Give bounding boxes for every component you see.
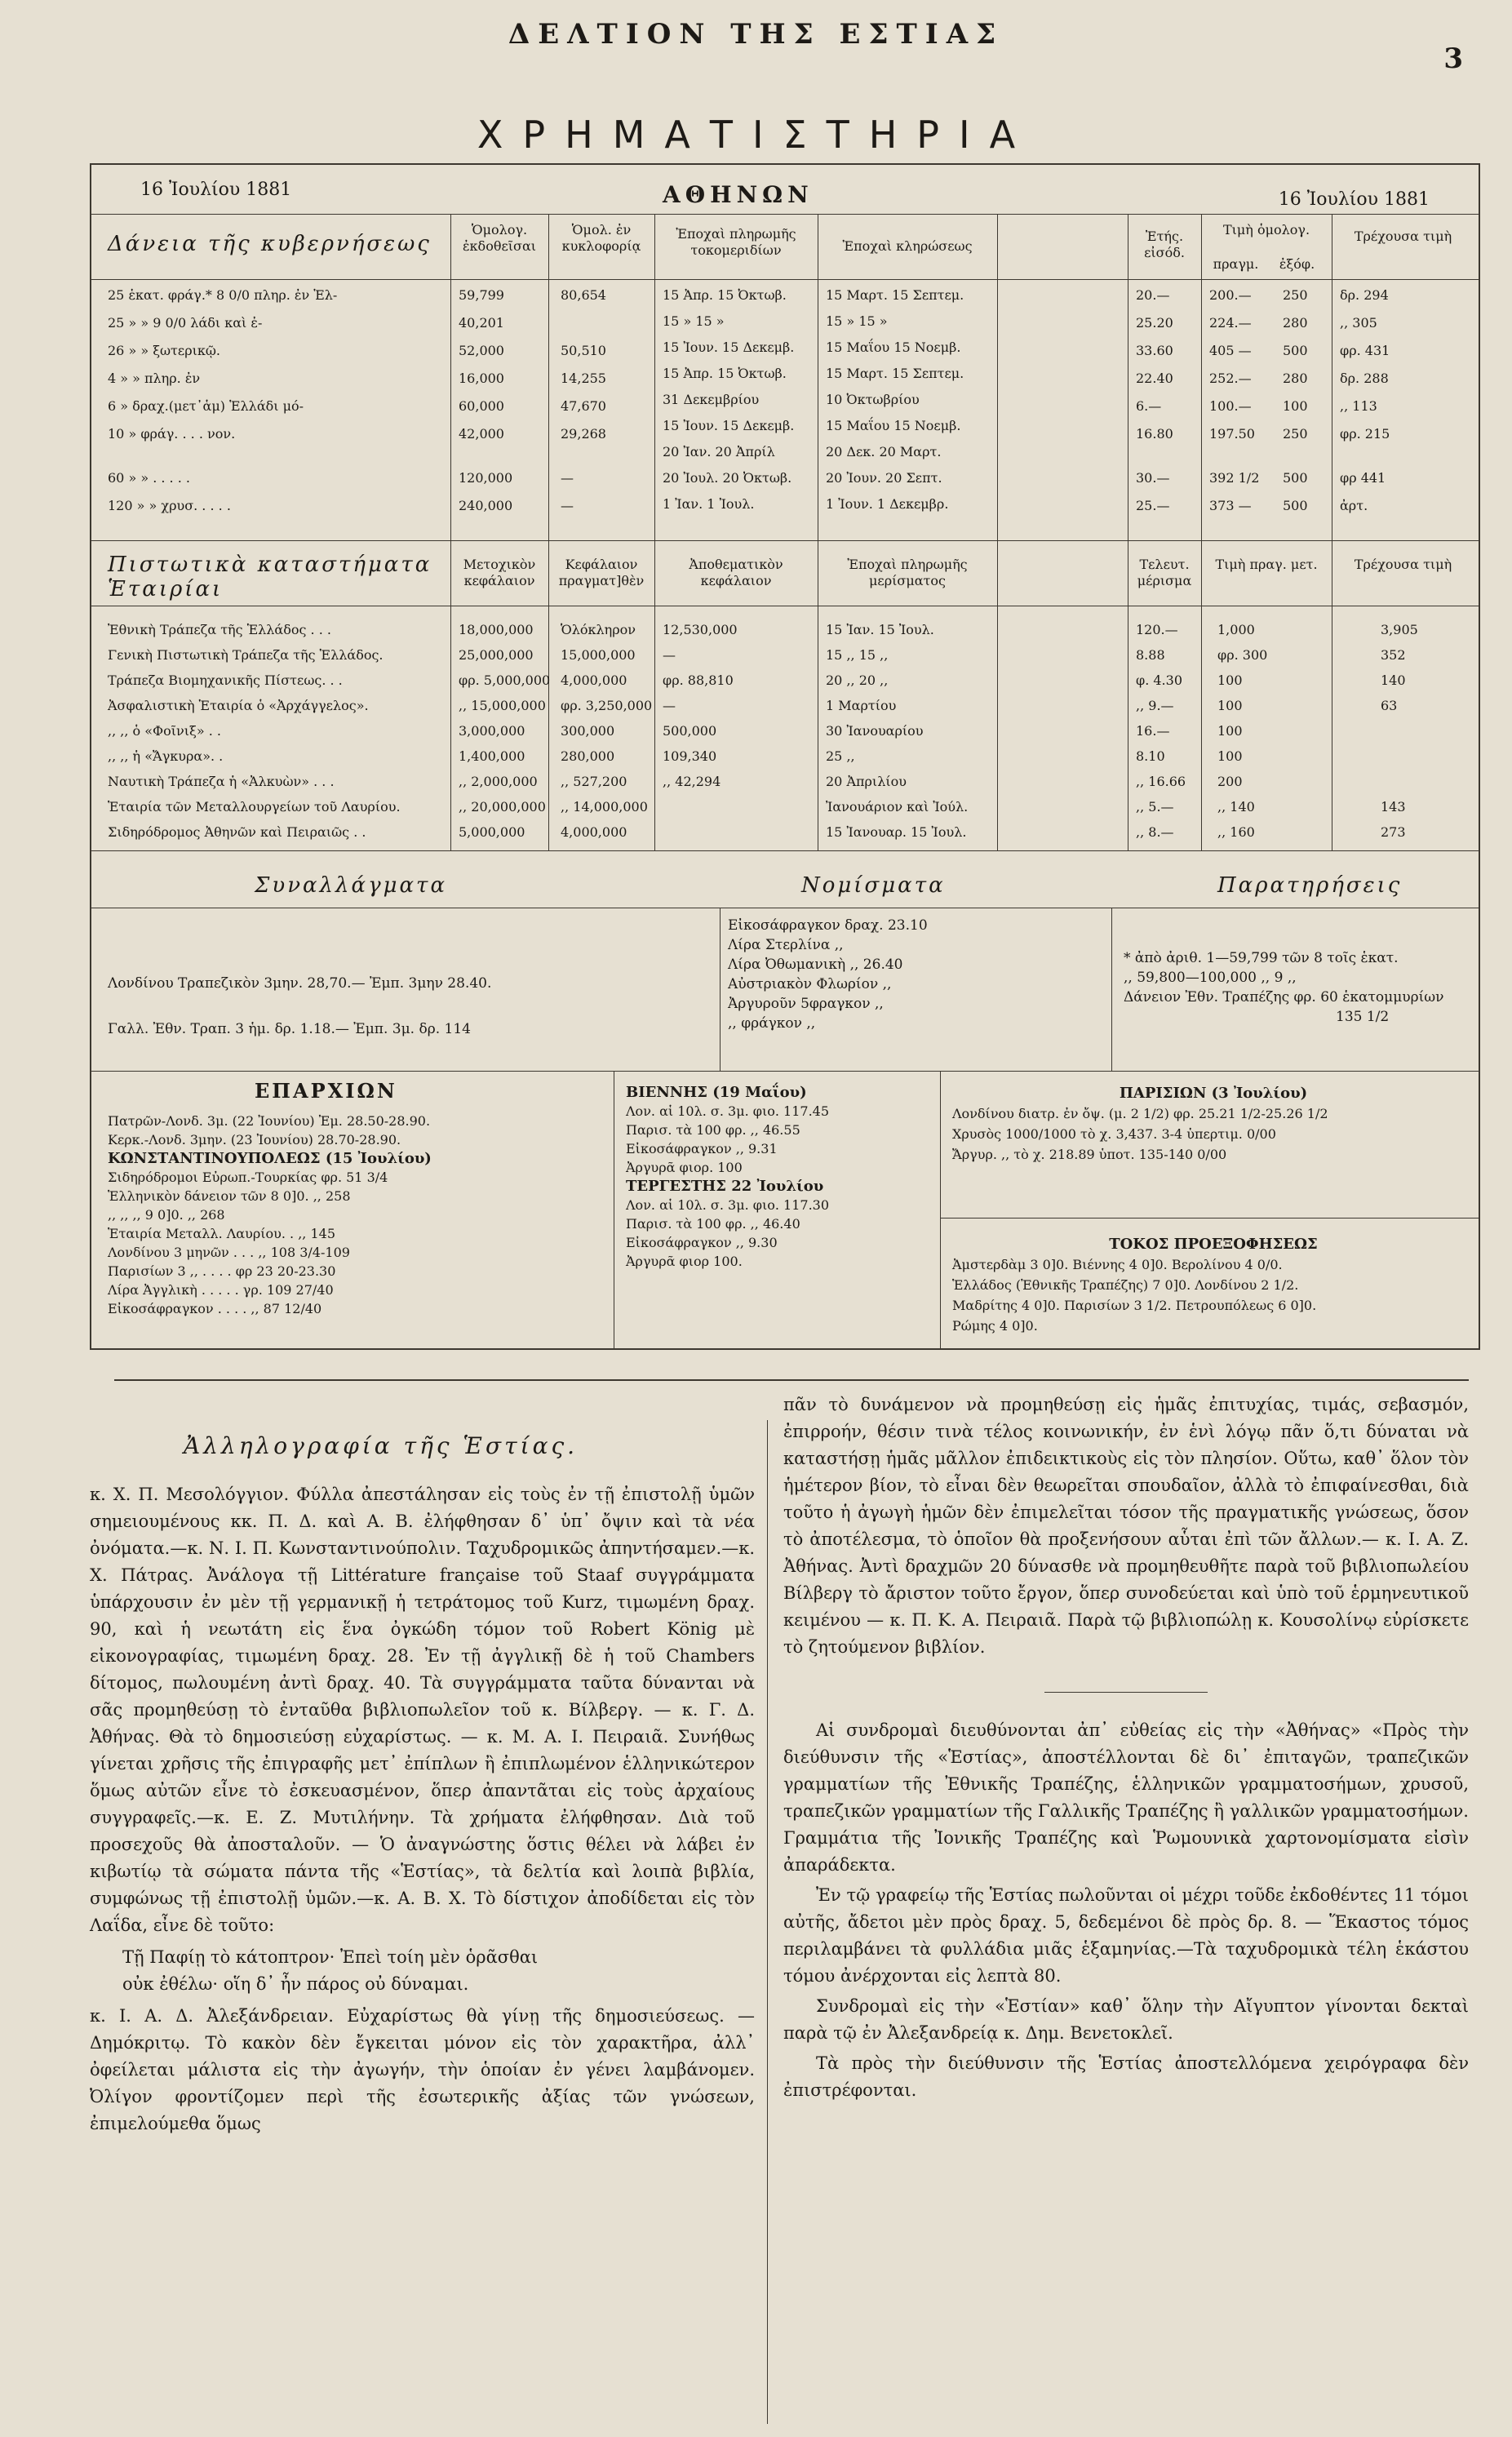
constantinople-line: Σιδηρόδρομοι Εὐρωπ.-Τουρκίας φρ. 51 3/4 [108,1170,388,1185]
loan-income: 16.80 [1136,426,1173,442]
vienna-line: Λον. αἱ 10λ. σ. 3μ. φιο. 117.45 [626,1103,830,1119]
loan-name: 25 » » 9 0/0 λάδι καὶ ἐ- [108,315,263,331]
rule [450,214,451,850]
company-last-dividend: 8.88 [1136,647,1165,663]
company-current: 3,905 [1381,622,1418,637]
loan-real: 252.— [1209,371,1252,386]
loan-real: 100.— [1209,398,1252,414]
loan-coupon: 15 Ἰουν. 15 Δεκεμβ. [663,418,795,433]
loan-name: 4 » » πληρ. ἐν [108,371,201,386]
company-dividend-date: 15 ,, 15 ,, [826,647,889,663]
paris-line: Χρυσὸς 1000/1000 τὸ χ. 3,437. 3-4 ὑπερτιμ. 0/00 [952,1126,1276,1142]
loan-repay: 100 [1283,398,1308,414]
coin-line: ,, φράγκον ,, [728,1015,816,1032]
loan-circulating: 29,268 [561,426,606,442]
company-nominal: 100 [1217,698,1243,713]
loan-income: 25.— [1136,498,1170,513]
loan-name: 25 ἑκατ. φράγ.* 8 0/0 πληρ. ἐν Ἑλ- [108,287,338,303]
correspondence-paragraph: κ. Χ. Π. Μεσολόγγιον. Φύλλα ἀπεστάλησαν εἰς τοὺς ἐν τῇ ἐπιστολῇ ὑμῶν σημειουμένους κκ. Π. Δ. καὶ Α. Β. ἐλήφθησαν δ᾽ ὑπ᾽ ὄψιν καὶ τὰ νέα ὀνόματα.—κ. Ν. Ι. Π. Κωνσταντινούπολιν. Ταχυδρομικῶς ἀπηντήσαμεν.—κ. Χ. Πάτρας. Ἀνάλογα τῇ Littérature française τοῦ Staaf συγγράμματα ὑπάρχουσιν ἐν μὲν τῇ γερμανικῇ ἡ τετράτομος τοῦ Kurz, τιμωμένη δραχ. 90, καὶ ἡ νεωτάτη εἰς ἕνα ὀγκώδη τόμον τοῦ Robert König μὲ εἰκονογραφίας, τιμωμένη δραχ. 28. Ἐν τῇ ἀγγλικῇ δὲ ἡ τοῦ Chambers δίτομος, πωλουμένη ἀντὶ δραχ. 40. Τὰ συγγράμματα ταῦτα δύνανται νὰ σᾶς προμηθεύσῃ τὸ ἐνταῦθα βιβλιοπωλεῖον τοῦ κ. Βίλβεργ. — κ. Γ. Δ. Ἀθήνας. Θὰ τὸ δημοσιεύσῃ εὐχαρίστως. — κ. Μ. Α. Ι. Πειραιᾶ. Συνήθως γίνεται χρῆσις τῆς ἐπιγραφῆς μετ᾽ ἐπίπλων ἢ ἐπιπλωμένον ἑλληνικώτερον ὅμως αὐτῶν εἶνε τὸ ἐσκευασμένον, ὅπερ ἀπαντᾶται εἰς τοὺς ἀρχαίους συγγραφεῖς.—κ. Ε. Ζ. Μυτιλήνην. Τὰ χρήματα ἐλήφθησαν. Διὰ τοῦ προσεχοῦς θὰ ἀποσταλοῦν. — Ὁ ἀναγνώστης ὅστις θέλει νὰ λάβει ἐν κιβωτίῳ τὰ σώματα πάντα τῆς «Ἑστίας», τὰ δελτία καὶ λοιπὰ βιβλία, συμφώνως τῇ ἐπιστολῇ ὑμῶν.—κ. Α. Β. Χ. Τὸ δίστιχον ἀποδίδεται εἰς τὸν Λαΐδα, εἶνε δὲ τοῦτο: [90,1485,755,1935]
loan-issued: 240,000 [459,498,513,513]
company-capital: ,, 15,000,000 [459,698,546,713]
discount-list [952,1234,1474,1336]
loan-name: 10 » φράγ. . . . νον. [108,426,236,442]
loan-real: 392 1/2 [1209,470,1260,486]
company-name: ,, ,, ὁ «Φοῖνιξ» . . [108,723,221,739]
rule [91,1071,1479,1072]
company-dividend-date: 15 Ἰαν. 15 Ἰουλ. [826,622,934,637]
col-draw: Ἐποχαὶ κληρώσεως [842,238,973,254]
section-divider [114,1379,1469,1381]
loan-draw: 15 Μαΐου 15 Νοεμβ. [826,418,961,433]
loan-income: 25.20 [1136,315,1173,331]
trieste-line: Εἰκοσάφραγκον ,, 9.30 [626,1235,778,1250]
loan-income: 30.— [1136,470,1170,486]
rule [940,1071,941,1348]
col-price: Τιμὴ ὁμολογ. [1222,222,1310,237]
rule [1111,908,1112,1071]
notice-paragraph: Αἱ συνδρομαὶ διευθύνονται ἀπ᾽ εὐθείας εἰς τὴν «Ἀθήνας» «Πρὸς τὴν διεύθυνσιν τῆς «Ἑστίας», ἀποστέλλονται δὲ δι᾽ ἐπιταγῶν, τραπεζικῶν γραμματίων τῆς Ἐθνικῆς Τραπέζης, ἑλληνικῶν γραμματοσήμων, χρυσοῦ, τραπεζικῶν γραμματίων τῆς Γαλλικῆς Τραπέζης ἢ γαλλικῶν γραμματοσήμων. Γραμμάτια τῆς Ἰονικῆς Τραπέζης καὶ Ῥωμουνικὰ χαρτονομίσματα εἰσὶν ἀπαράδεκτα. [783,1720,1469,1875]
col-coupon: Ἐποχαὶ πληρωμῆς τοκομεριδίων [676,226,796,258]
vienna-trieste [626,1083,936,1271]
vienna-line: Παρισ. τὰ 100 φρ. ,, 46.55 [626,1122,800,1138]
coin-line: Λίρα Στερλίνα ,, [728,937,844,953]
company-last-dividend: 16.— [1136,723,1170,739]
company-name: Ἑταιρία τῶν Μεταλλουργείων τοῦ Λαυρίου. [108,799,401,815]
loan-name: 120 » » χρυσ. . . . . [108,498,231,513]
loan-issued: 40,201 [459,315,504,331]
province-line: Πατρῶν-Λονδ. 3μ. (22 Ἰουνίου) Ἐμ. 28.50-28.90. [108,1113,431,1129]
rule [548,214,549,850]
paris-line: Ἄργυρ. ,, τὸ χ. 218.89 ὑποτ. 135-140 0/00 [952,1147,1227,1162]
company-nominal: 1,000 [1217,622,1255,637]
company-dividend-date: 1 Μαρτίου [826,698,897,713]
province-line: Κερκ.-Λονδ. 3μην. (23 Ἰουνίου) 28.70-28.90. [108,1132,401,1147]
exchange-line: Λονδίνου Τραπεζικὸν 3μην. 28,70.— Ἐμπ. 3μην 28.40. [108,975,492,992]
company-name: Ἐθνικὴ Τράπεζα τῆς Ἑλλάδος . . . [108,622,331,637]
loan-repay: 280 [1283,315,1308,331]
vienna-line: Εἰκοσάφραγκον ,, 9.31 [626,1141,778,1156]
loan-real: 373 — [1209,498,1252,513]
loan-current: ,, 113 [1340,398,1377,414]
paris-title: ΠΑΡΙΣΙΩΝ (3 Ἰουλίου) [1119,1085,1308,1102]
trieste-line: Παρισ. τὰ 100 φρ. ,, 46.40 [626,1216,800,1232]
loan-draw: 15 » 15 » [826,313,888,329]
exchanges-title: Συναλλάγματα [255,873,448,898]
loan-issued: 16,000 [459,371,504,386]
company-last-dividend: 8.10 [1136,748,1165,764]
col-current: Τρέχουσα τιμὴ [1354,229,1452,244]
note-line: 135 1/2 [1336,1009,1390,1025]
notes-list [1124,948,1470,1027]
company-capital: 1,400,000 [459,748,525,764]
loan-draw: 20 Ἰουν. 20 Σεπτ. [826,470,942,486]
correspondence-paragraph: πᾶν τὸ δυνάμενον νὰ προμηθεύσῃ εἰς ἡμᾶς ἐπιτυχίας, τιμάς, σεβασμόν, ἐπιρροήν, θέσιν τινὰ τέλος κοινωνικήν, ἐν ἑνὶ λόγῳ πᾶν ὅ,τι δύναται νὰ καταστήσῃ ἡμᾶς μᾶλλον ἐπιδεικτικοὺς εἰς τὸν πλησίον. Οὕτω, καθ᾽ ὅλον τὸν ἡμέτερον βίον, τὸ εἶναι δὲν θεωρεῖται σπουδαῖον, ἀλλὰ τὸ ἐπιφαίνεσθαι, διὰ τοῦτο ἡ ἀγωγὴ ἡμῶν δὲν ἐπιμελεῖται τόσον τῆς πραγματικῆς γνώσεως, ὅσον τὸ ἀποτέλεσμα, τὸ ὁποῖον θὰ προξενήσουν αὗται ἐπὶ τῶν ἄλλων.— κ. Ι. Α. Ζ. Ἀθήνας. Ἀντὶ δραχμῶν 20 δύνασθε νὰ προμηθευθῆτε παρὰ τοῦ βιβλιοπωλείου Βίλβεργ τὸ ἄριστον τοῦτο ἔργον, ὅπερ συνοδεύεται καὶ ὑπὸ τοῦ ἑρμηνευτικοῦ κειμένου — κ. Π. Κ. Α. Πειραιᾶ. Παρὰ τῷ βιβλιοπώλῃ κ. Κουσολίνῳ εὑρίσκετε τὸ ζητούμενον βιβλίον. [783,1395,1469,1657]
loan-draw: 20 Δεκ. 20 Μαρτ. [826,444,942,459]
discount-line: Ἑλλάδος (Ἐθνικῆς Τραπέζης) 7 0]0. Λονδίνου 2 1/2. [952,1277,1299,1293]
constantinople-line: Ἑταιρία Μεταλλ. Λαυρίου. . ,, 145 [108,1226,336,1241]
provinces-title: ΕΠΑΡΧΙΩΝ [255,1079,397,1103]
date-right: 16 Ἰουλίου 1881 [1278,189,1430,210]
notes-title: Παρατηρήσεις [1217,873,1403,898]
exchanges-list [108,961,712,1052]
correspondence-left [90,1481,755,2137]
company-name: Τράπεζα Βιομηχανικῆς Πίστεως. . . [108,673,343,688]
col-income: Ἐτής. εἰσόδ. [1144,229,1185,260]
verse-line: Τῇ Παφίῃ τὸ κάτοπτρον· Ἐπεὶ τοίη μὲν ὁρᾶσθαι [122,1947,539,1967]
loan-issued: 59,799 [459,287,504,303]
loan-draw: 15 Μαρτ. 15 Σεπτεμ. [826,287,964,303]
company-dividend-date: 20 Ἀπριλίου [826,774,907,789]
loan-coupon: 15 » 15 » [663,313,725,329]
loan-circulating: — [561,470,574,486]
loan-coupon: 20 Ἰαν. 20 Ἀπρίλ [663,444,775,459]
company-name: Γενικὴ Πιστωτικὴ Τράπεζα τῆς Ἑλλάδος. [108,647,384,663]
correspondence-paragraph: κ. Ι. Α. Δ. Ἀλεξάνδρειαν. Εὐχαρίστως θὰ γίνῃ τῆς δημοσιεύσεως. — Δημόκριτῳ. Τὸ κακὸν δὲν ἔγκειται μόνον εἰς τὸν χαρακτῆρα, ἀλλ᾽ ὀφείλεται μάλιστα εἰς τὴν ἀγωγήν, τὴν ὁποίαν ἐν γένει λαμβάνομεν. Ὀλίγον φροντίζομεν περὶ τῆς ἐσωτερικῆς ἀξίας τῶν γνώσεων, ἐπιμελούμεθα ὅμως [90,2006,755,2133]
loan-repay: 250 [1283,426,1308,442]
discount-line: Ρώμης 4 0]0. [952,1318,1038,1334]
col-paid: Κεφάλαιον πραγματ]θὲν [558,557,645,588]
company-capital: ,, 20,000,000 [459,799,546,815]
paris-list [952,1083,1474,1165]
loan-draw: 15 Μαρτ. 15 Σεπτεμ. [826,366,964,381]
loan-current: φρ 441 [1340,470,1386,486]
loan-issued: 52,000 [459,343,504,358]
loan-repay: 500 [1283,498,1308,513]
loan-repay: 500 [1283,470,1308,486]
rule [91,540,1479,541]
city-title: ΑΘΗΝΩΝ [663,181,814,208]
provinces-list [108,1112,605,1318]
company-reserve: — [663,698,676,713]
coins-list [728,916,1103,1033]
company-paid: ,, 527,200 [561,774,627,789]
company-nominal: 100 [1217,673,1243,688]
loan-repay: 280 [1283,371,1308,386]
company-name: Ἀσφαλιστικὴ Ἑταιρία ὁ «Ἀρχάγγελος». [108,698,369,713]
loan-draw: 15 Μαΐου 15 Νοεμβ. [826,340,961,355]
company-reserve: 109,340 [663,748,717,764]
rule [654,214,655,850]
exchange-line: Γαλλ. Ἐθν. Τραπ. 3 ἡμ. δρ. 1.18.— Ἐμπ. 3μ. δρ. 114 [108,1021,471,1037]
column-divider [767,1420,768,2424]
company-reserve: 500,000 [663,723,717,739]
loan-real: 224.— [1209,315,1252,331]
company-last-dividend: ,, 8.— [1136,824,1174,840]
constantinople-line: Εἰκοσάφραγκον . . . . ,, 87 12/40 [108,1301,322,1316]
loan-coupon: 15 Ἰουν. 15 Δεκεμβ. [663,340,795,355]
notice-paragraph: Ἐν τῷ γραφείῳ τῆς Ἑστίας πωλοῦνται οἱ μέχρι τοῦδε ἐκδοθέντες 11 τόμοι αὐτῆς, ἄδετοι μὲν πρὸς δραχ. 5, δεδεμένοι δὲ πρὸς δρ. 8. — Ἕκαστος τόμος περιλαμβάνει τὰ φυλλάδια μιᾶς ἑξαμηνίας.—Τὰ ταχυδρομικὰ τέλη ἑκάστου τόμου ἀνέρχονται εἰς λεπτὰ 80. [783,1885,1469,1986]
loans-title: Δάνεια τῆς κυβερνήσεως [108,232,432,256]
company-capital: 3,000,000 [459,723,525,739]
loan-current: φρ. 431 [1340,343,1390,358]
company-reserve: — [663,647,676,663]
company-paid: 300,000 [561,723,615,739]
constantinople-line: Λίρα Ἀγγλικὴ . . . . . γρ. 109 27/40 [108,1282,334,1298]
loan-name: 6 » δραχ.(μετ᾽ἁμ) Ἑλλάδι μό- [108,398,304,414]
vienna-line: Ἀργυρᾶ φιορ. 100 [626,1160,743,1175]
running-title: ΔΕΛΤΙΟΝ ΤΗΣ ΕΣΤΙΑΣ [508,18,1004,51]
loan-issued: 120,000 [459,470,513,486]
company-last-dividend: ,, 9.— [1136,698,1174,713]
loan-current: δρ. 294 [1340,287,1389,303]
loan-current: ,, 305 [1340,315,1377,331]
note-line: * ἀπὸ ἀριθ. 1—59,799 τῶν 8 τοῖς ἑκατ. [1124,950,1399,966]
exchange-title: ΧΡΗΜΑΤΙΣΤΗΡΙΑ [477,113,1035,157]
loan-circulating: — [561,498,574,513]
company-reserve: ,, 42,294 [663,774,721,789]
divider [1044,1692,1208,1693]
loan-repay: 250 [1283,287,1308,303]
col-price-real: πραγμ. [1213,256,1259,272]
col-price-repay: ἐξόφ. [1279,256,1315,272]
loan-real: 405 — [1209,343,1252,358]
company-dividend-date: 20 ,, 20 ,, [826,673,889,688]
coin-line: Ἀργυροῦν 5φραγκον ,, [728,996,884,1012]
company-nominal: 200 [1217,774,1243,789]
rule [91,214,1479,215]
company-current: 143 [1381,799,1406,815]
loan-coupon: 15 Ἀπρ. 15 Ὀκτωβ. [663,366,787,381]
company-nominal: φρ. 300 [1217,647,1268,663]
rule [997,214,998,850]
loan-draw: 10 Ὀκτωβρίου [826,392,920,407]
discount-line: Μαδρίτης 4 0]0. Παρισίων 3 1/2. Πετρουπόλεως 6 0]0. [952,1298,1317,1313]
company-current: 352 [1381,647,1406,663]
company-paid: φρ. 3,250,000 [561,698,653,713]
constantinople-line: Ἑλληνικὸν δάνειον τῶν 8 0]0. ,, 258 [108,1188,351,1204]
company-name: Σιδηρόδρομος Ἀθηνῶν καὶ Πειραιῶς . . [108,824,366,840]
note-line: ,, 59,800—100,000 ,, 9 ,, [1124,970,1297,986]
loan-circulating: 14,255 [561,371,606,386]
company-reserve: φρ. 88,810 [663,673,734,688]
rule [1201,214,1202,850]
coin-line: Λίρα Ὀθωμανικὴ ,, 26.40 [728,957,903,973]
col-issued: Ὁμολογ. ἐκδοθεῖσαι [462,222,537,254]
company-capital: φρ. 5,000,000 [459,673,551,688]
constantinople-title: ΚΩΝΣΤΑΝΤΙΝΟΥΠΟΛΕΩΣ (15 Ἰουλίου) [108,1150,432,1167]
correspondence-title: Ἀλληλογραφία τῆς Ἑστίας. [184,1432,579,1459]
loan-circulating: 80,654 [561,287,606,303]
company-dividend-date: Ἰανουάριον καὶ Ἰούλ. [826,799,969,815]
loan-coupon: 1 Ἰαν. 1 Ἰουλ. [663,496,755,512]
col-circulating: Ὁμολ. ἐν κυκλοφορίᾳ [561,222,641,254]
company-name: ,, ,, ἡ «Ἄγκυρα». . [108,748,224,764]
loan-current: ἀρτ. [1340,498,1368,513]
loan-issued: 42,000 [459,426,504,442]
company-capital: ,, 2,000,000 [459,774,538,789]
companies-title: Πιστωτικὰ καταστήματα Ἑταιρίαι [108,553,432,601]
col-dividend-dates: Ἐποχαὶ πληρωμῆς μερίσματος [847,557,968,588]
company-nominal: 100 [1217,748,1243,764]
company-capital: 18,000,000 [459,622,534,637]
company-paid: Ὁλόκληρον [561,622,636,637]
coin-line: Εἰκοσάφραγκον δραχ. 23.10 [728,917,928,934]
loan-coupon: 31 Δεκεμβρίου [663,392,760,407]
company-paid: 15,000,000 [561,647,636,663]
loan-coupon: 15 Ἀπρ. 15 Ὀκτωβ. [663,287,787,303]
loan-income: 33.60 [1136,343,1173,358]
company-paid: 4,000,000 [561,824,627,840]
coins-title: Νομίσματα [801,873,946,898]
constantinople-line: ,, ,, ,, 9 0]0. ,, 268 [108,1207,225,1223]
loan-circulating: 50,510 [561,343,606,358]
exchange-table [90,163,1480,1350]
rule [91,279,1479,280]
loan-repay: 500 [1283,343,1308,358]
loan-coupon: 20 Ἰουλ. 20 Ὀκτωβ. [663,470,792,486]
date-left: 16 Ἰουλίου 1881 [140,180,292,200]
trieste-line: Ἀργυρᾶ φιορ 100. [626,1254,743,1269]
loan-name: 60 » » . . . . . [108,470,190,486]
col-reserve: Ἀποθεματικὸν κεφάλαιον [689,557,783,588]
discount-title: ΤΟΚΟΣ ΠΡΟΕΞΟΦΗΣΕΩΣ [1109,1236,1318,1253]
company-paid: ,, 14,000,000 [561,799,648,815]
company-paid: 280,000 [561,748,615,764]
col-capital: Μετοχικὸν κεφάλαιον [463,557,536,588]
company-capital: 25,000,000 [459,647,534,663]
company-dividend-date: 15 Ἰανουαρ. 15 Ἰουλ. [826,824,967,840]
company-nominal: 100 [1217,723,1243,739]
loan-income: 6.— [1136,398,1162,414]
company-last-dividend: ,, 16.66 [1136,774,1186,789]
page-number: 3 [1443,42,1463,75]
coin-line: Αὐστριακὸν Φλωρίον ,, [728,976,892,992]
trieste-title: ΤΕΡΓΕΣΤΗΣ 22 Ἰουλίου [626,1178,824,1195]
loan-draw: 1 Ἰουν. 1 Δεκεμβρ. [826,496,949,512]
rule [720,908,721,1071]
company-capital: 5,000,000 [459,824,525,840]
loan-current: φρ. 215 [1340,426,1390,442]
company-current: 140 [1381,673,1406,688]
paris-line: Λονδίνου διατρ. ἐν ὄψ. (μ. 2 1/2) φρ. 25.21 1/2-25.26 1/2 [952,1106,1328,1121]
vienna-title: ΒΙΕΝΝΗΣ (19 Μαΐου) [626,1084,807,1101]
correspondence-right [783,1392,1469,2104]
constantinople-line: Παρισίων 3 ,, . . . . φρ 23 20-23.30 [108,1263,336,1279]
company-paid: 4,000,000 [561,673,627,688]
loan-current: δρ. 288 [1340,371,1389,386]
company-reserve: 12,530,000 [663,622,738,637]
company-dividend-date: 25 ,, [826,748,855,764]
constantinople-line: Λονδίνου 3 μηνῶν . . . ,, 108 3/4-109 [108,1245,350,1260]
note-line: Δάνειον Ἐθν. Τραπέζης φρ. 60 ἑκατομμυρίων [1124,989,1444,1005]
company-nominal: ,, 140 [1217,799,1255,815]
col-company-current: Τρέχουσα τιμὴ [1354,557,1452,572]
company-current: 63 [1381,698,1398,713]
loan-name: 26 » » ξωτερικῷ. [108,343,221,358]
loan-issued: 60,000 [459,398,504,414]
company-current: 273 [1381,824,1406,840]
company-dividend-date: 30 Ἰανουαρίου [826,723,924,739]
loan-income: 20.— [1136,287,1170,303]
loan-circulating: 47,670 [561,398,606,414]
discount-line: Ἀμστερδὰμ 3 0]0. Βιέννης 4 0]0. Βερολίνου 4 0/0. [952,1257,1283,1272]
notice-paragraph: Συνδρομαὶ εἰς τὴν «Ἑστίαν» καθ᾽ ὅλην τὴν Αἴγυπτον γίνονται δεκταὶ παρὰ τῷ ἐν Ἀλεξανδρείᾳ κ. Δημ. Βενετοκλεῖ. [783,1996,1469,2043]
company-last-dividend: φ. 4.30 [1136,673,1182,688]
company-last-dividend: ,, 5.— [1136,799,1174,815]
verse-line: οὐκ ἐθέλω· οἵη δ᾽ ἦν πάρος οὐ δύναμαι. [122,1974,469,1994]
loan-real: 197.50 [1209,426,1255,442]
loan-real: 200.— [1209,287,1252,303]
col-nominal: Τιμὴ πραγ. μετ. [1215,557,1318,572]
loan-income: 22.40 [1136,371,1173,386]
company-name: Ναυτικὴ Τράπεζα ἡ «Ἀλκυὼν» . . . [108,774,335,789]
company-nominal: ,, 160 [1217,824,1255,840]
rule [91,850,1479,851]
col-last-dividend: Τελευτ. μέρισμα [1137,557,1192,588]
notice-paragraph: Τὰ πρὸς τὴν διεύθυνσιν τῆς Ἑστίας ἀποστελλόμενα χειρόγραφα δὲν ἐπιστρέφονται. [783,2053,1469,2100]
trieste-line: Λον. αἱ 10λ. σ. 3μ. φιο. 117.30 [626,1197,830,1213]
company-last-dividend: 120.— [1136,622,1178,637]
